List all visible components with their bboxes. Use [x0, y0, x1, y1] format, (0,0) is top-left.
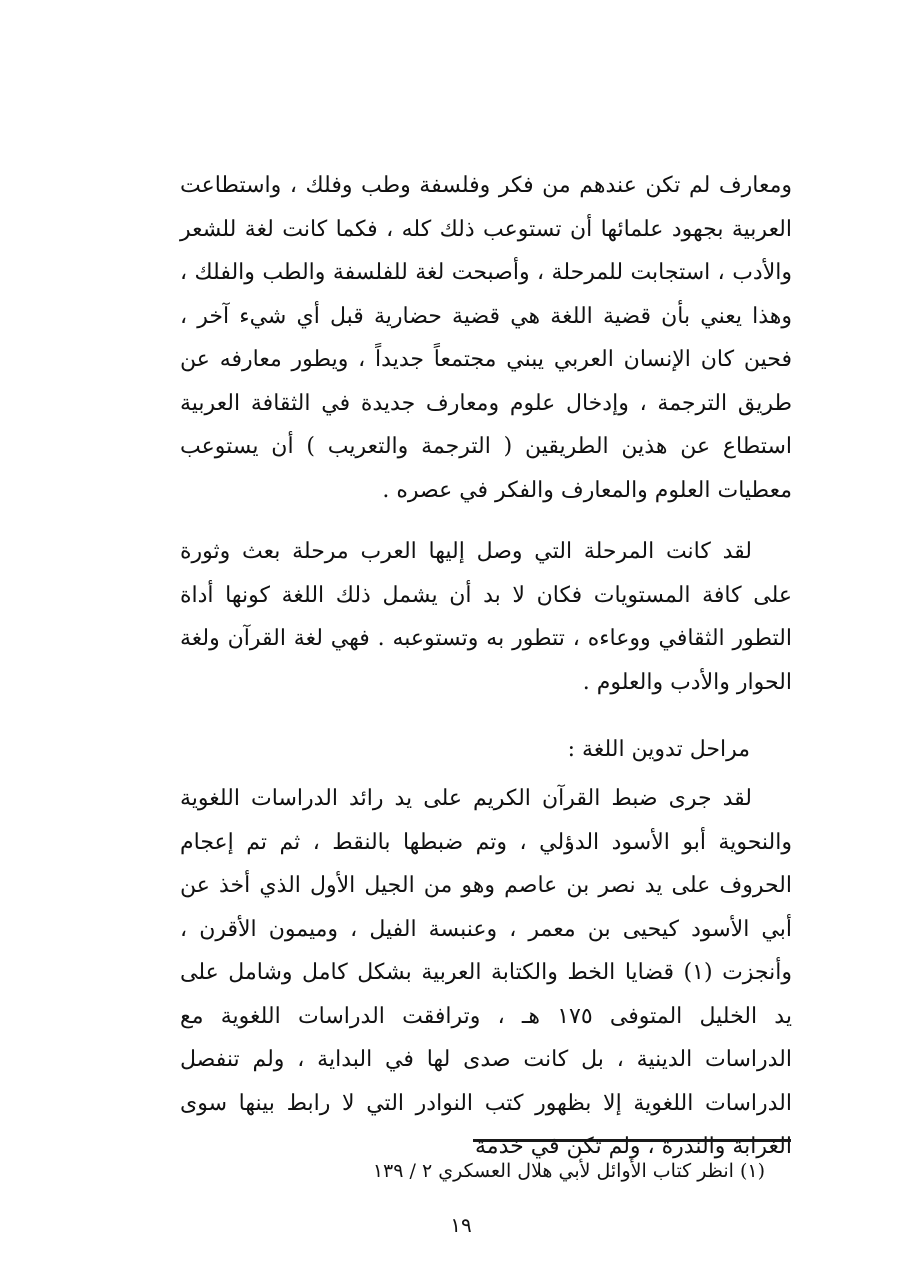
body-paragraph-1	[180, 164, 792, 512]
body-paragraph-3	[180, 777, 792, 1169]
footnote: (١) انظر كتاب الأوائل لأبي هلال العسكري ٢ / ١٣٩	[372, 1160, 765, 1182]
paragraph-text: ومعارف لم تكن عندهم من فكر وفلسفة وطب وفلك ، واستطاعت العربية بجهود علمائها أن تستوعب ذلك كله ، فكما كانت لغة للشعر والأدب ، استجابت للمرحلة ، وأصبحت لغة للفلسفة والطب والفلك ، وهذا يعني بأن قضية اللغة هي قضية حضارية قبل أي شيء آخر ، فحين كان الإنسان العربي يبني مجتمعاً جديداً ، ويطور معارفه عن طريق الترجمة ، وإدخال علوم ومعارف جديدة في الثقافة العربية استطاع عن هذين الطريقين ( الترجمة والتعريب ) أن يستوعب معطيات العلوم والمعارف والفكر في عصره .	[180, 173, 793, 503]
section-heading: مراحل تدوين اللغة :	[567, 737, 750, 762]
paragraph-text: لقد جرى ضبط القرآن الكريم على يد رائد الدراسات اللغوية والنحوية أبو الأسود الدؤلي ، وتم ضبطها بالنقط ، ثم تم إعجام الحروف على يد نصر بن عاصم وهو من الجيل الأول الذي أخذ عن أبي الأسود كيحيى بن معمر ، وعنبسة الفيل ، وميمون الأقرن ، وأنجزت (١) قضايا الخط والكتابة العربية بشكل كامل وشامل على يد الخليل المتوفى ١٧٥ هـ ، وترافقت الدراسات اللغوية مع الدراسات الدينية ، بل كانت صدى لها في البداية ، ولم تنفصل الدراسات اللغوية إلا بظهور كتب النوادر التي لا رابط بينها سوى الغرابة والندرة ، ولم تكن في خدمة	[180, 786, 792, 1159]
footnote-separator	[473, 1139, 791, 1142]
page-number: ١٩	[450, 1213, 472, 1237]
body-paragraph-2	[180, 530, 792, 704]
paragraph-text: لقد كانت المرحلة التي وصل إليها العرب مرحلة بعث وثورة على كافة المستويات فكان لا بد أن يشمل ذلك اللغة كونها أداة التطور الثقافي ووعاءه ، تتطور به وتستوعبه . فهي لغة القرآن ولغة الحوار والأدب والعلوم .	[180, 539, 792, 695]
